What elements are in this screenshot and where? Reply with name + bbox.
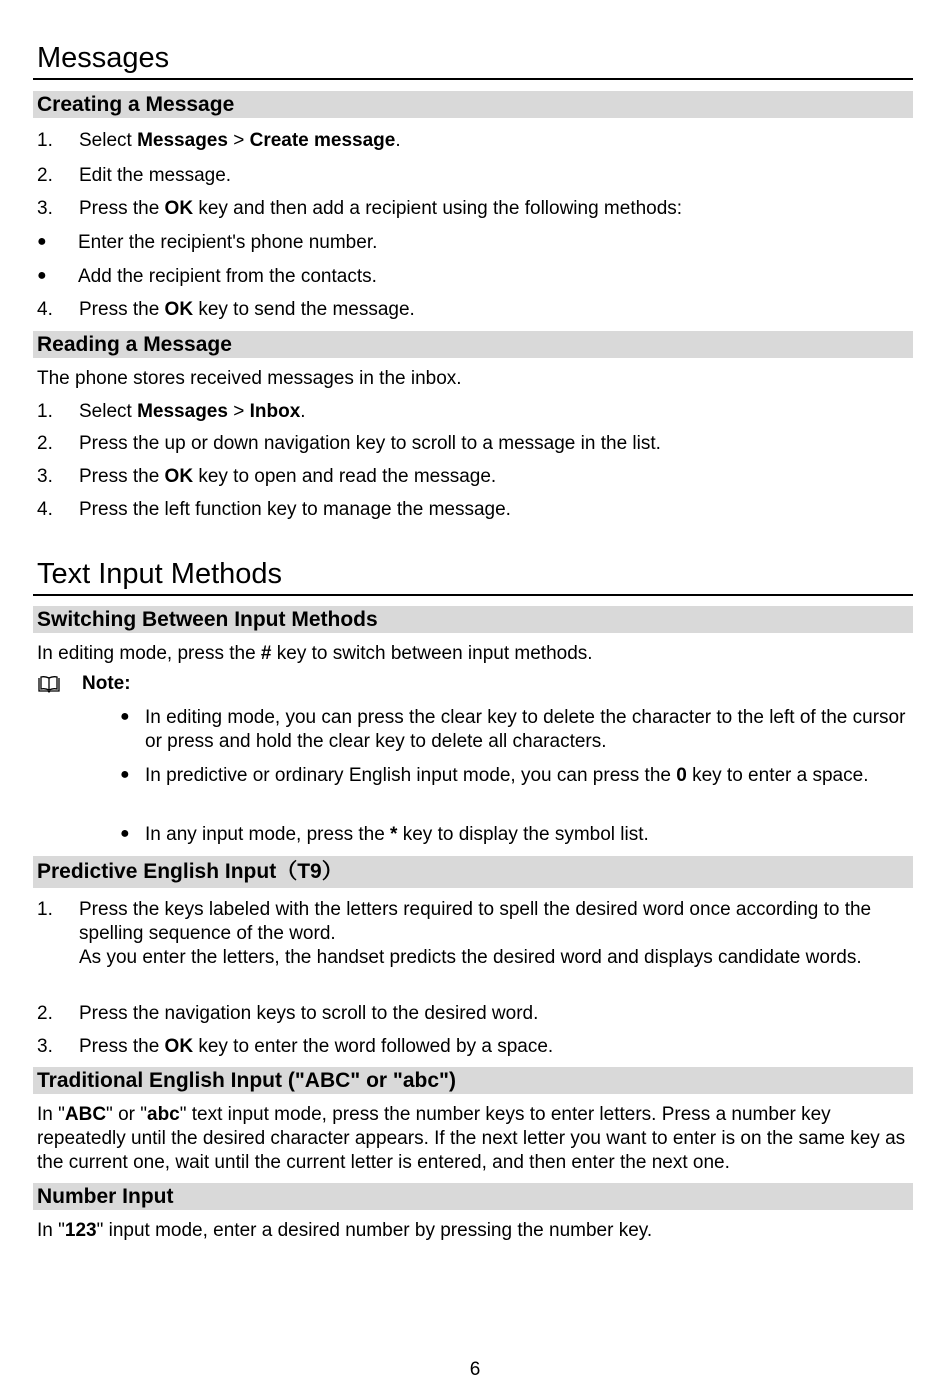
step-number: 1. [37, 130, 53, 151]
section-title-text-input: Text Input Methods [37, 558, 283, 590]
body-paragraph: In "123" input mode, enter a desired number by pressing the number key. [37, 1220, 653, 1241]
bullet-text: Enter the recipient's phone number. [78, 232, 378, 253]
note-item: In predictive or ordinary English input mode, you can press the 0 key to enter a space. [145, 765, 869, 786]
bullet-text: Add the recipient from the contacts. [78, 266, 377, 287]
heading-switching-input: Switching Between Input Methods [33, 606, 913, 633]
step-text: Press the keys labeled with the letters required to spell the desired word once according to the spelling sequence of the word. As you enter the letters, the handset predicts the desired word and displays candidate words. [79, 899, 872, 968]
page-number: 6 [469, 1359, 481, 1380]
title-underline [33, 594, 913, 596]
step-number: 4. [37, 499, 53, 520]
bullet-dot: ● [120, 708, 130, 725]
heading-traditional-input: Traditional English Input ("ABC" or "abc") [33, 1067, 913, 1094]
intro-text: The phone stores received messages in the inbox. [37, 368, 462, 389]
note-item: In editing mode, you can press the clear key to delete the character to the left of the cursor or press and hold the clear key to delete all characters. [145, 707, 906, 752]
step-text: Press the OK key to open and read the message. [79, 466, 497, 487]
bullet-dot: ● [37, 267, 47, 284]
step-number: 3. [37, 1036, 53, 1057]
heading-reading-message: Reading a Message [33, 331, 913, 358]
step-text: Press the navigation keys to scroll to the desired word. [79, 1003, 539, 1024]
step-text: Press the left function key to manage the message. [79, 499, 511, 520]
bullet-dot: ● [37, 233, 47, 250]
step-number: 2. [37, 1003, 53, 1024]
step-number: 2. [37, 165, 53, 186]
note-item: In any input mode, press the * key to display the symbol list. [145, 824, 649, 845]
step-number: 2. [37, 433, 53, 454]
step-text: Edit the message. [79, 165, 232, 186]
step-text: Press the OK key to enter the word followed by a space. [79, 1036, 554, 1057]
step-text: Press the OK key to send the message. [79, 299, 415, 320]
step-number: 3. [37, 466, 53, 487]
body-paragraph: In "ABC" or "abc" text input mode, press the number keys to enter letters. Press a number key repeatedly until the desired character appears. If the next letter you want to enter is on the same key as the current one, wait until the current letter is entered, and then enter the next one. [37, 1104, 906, 1173]
bullet-dot: ● [120, 766, 130, 783]
step-number: 4. [37, 299, 53, 320]
heading-predictive-input: Predictive English Input（T9） [33, 856, 913, 888]
step-number: 1. [37, 899, 53, 920]
intro-text: In editing mode, press the # key to switch between input methods. [37, 643, 593, 664]
section-title-messages: Messages [37, 42, 170, 74]
book-icon [38, 675, 60, 693]
note-label: Note: [82, 673, 131, 694]
step-text: Press the up or down navigation key to scroll to a message in the list. [79, 433, 661, 454]
step-text: Select Messages > Create message. [79, 130, 401, 151]
step-number: 1. [37, 401, 53, 422]
title-underline [33, 78, 913, 80]
bullet-dot: ● [120, 825, 130, 842]
step-text: Select Messages > Inbox. [79, 401, 306, 422]
step-text: Press the OK key and then add a recipient using the following methods: [79, 198, 683, 219]
step-number: 3. [37, 198, 53, 219]
heading-number-input: Number Input [33, 1183, 913, 1210]
heading-creating-message: Creating a Message [33, 91, 913, 118]
